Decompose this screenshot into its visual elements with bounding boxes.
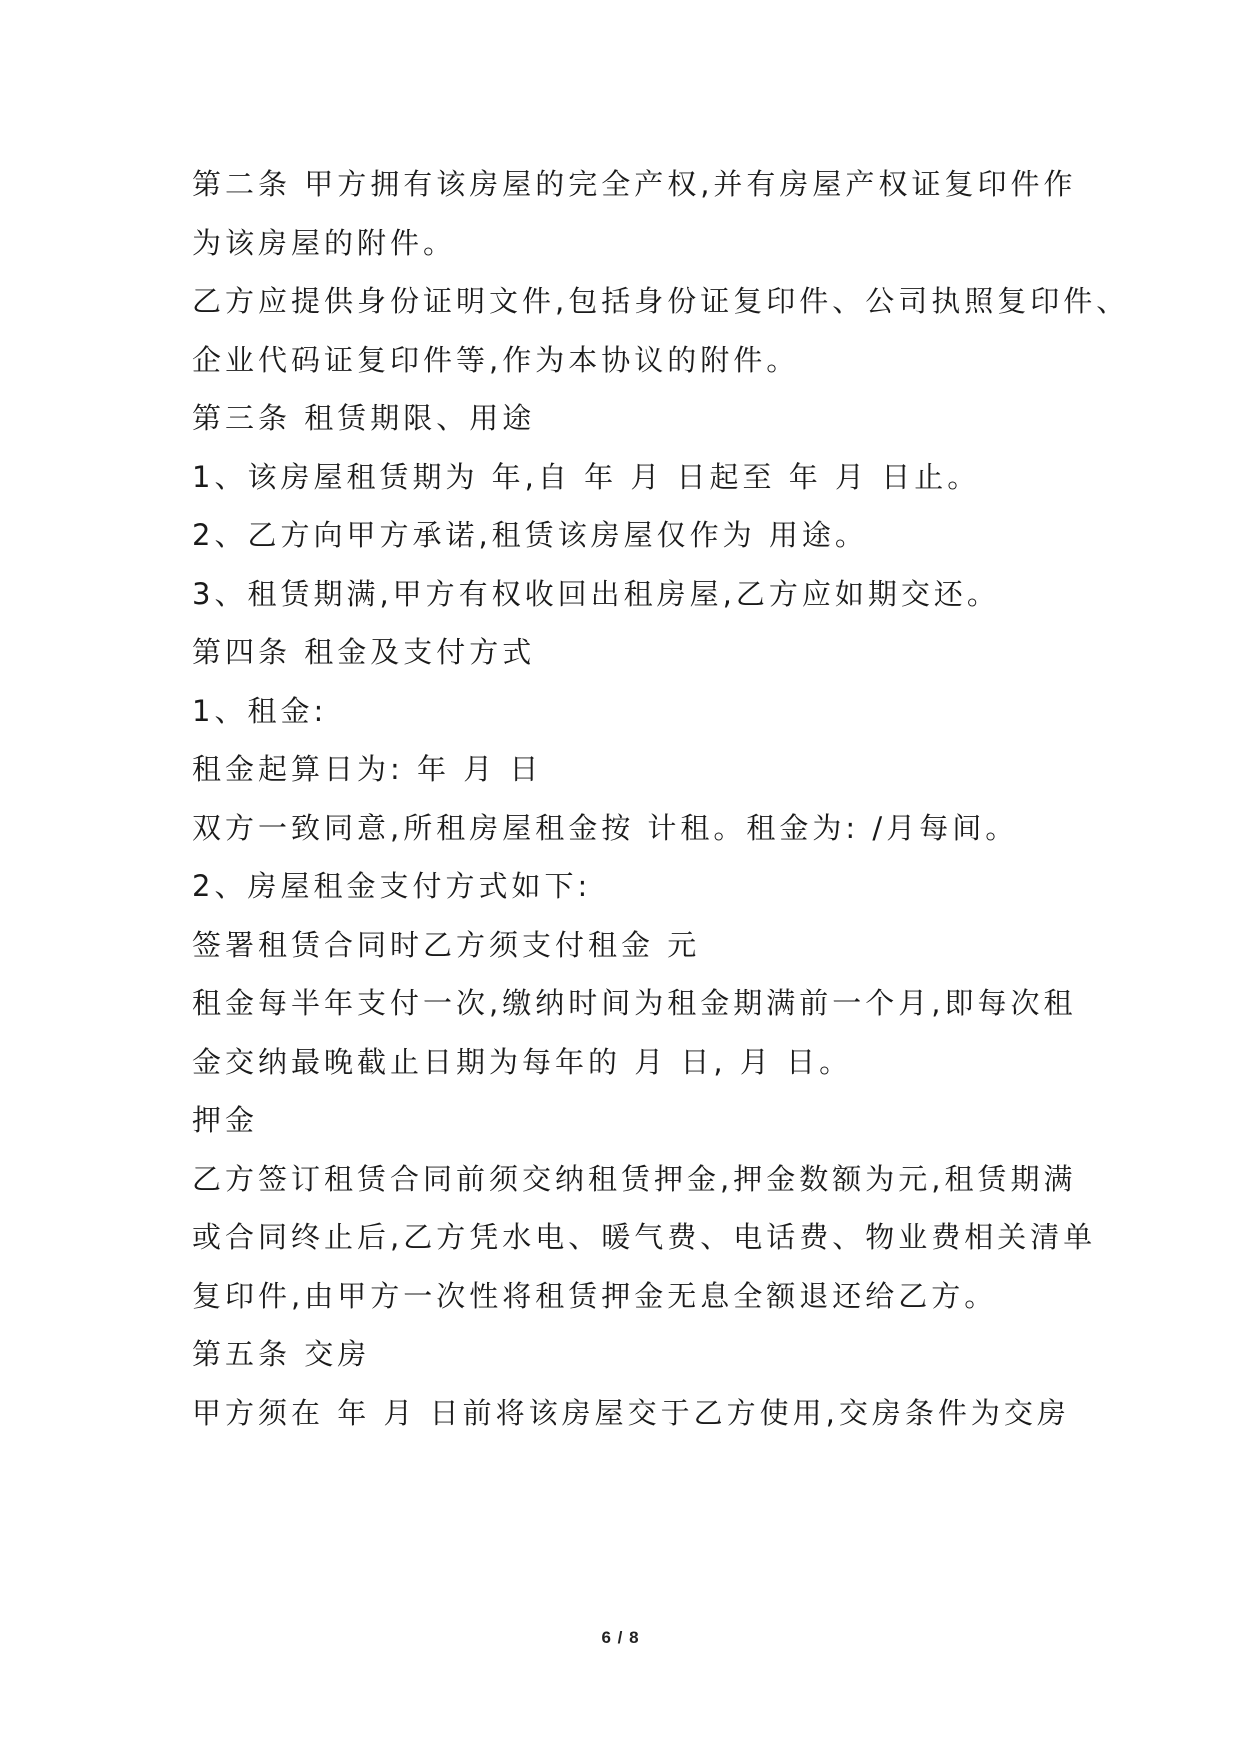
section-heading: 第三条 租赁期限、用途 xyxy=(192,401,536,435)
text-line: 1、租金: xyxy=(192,693,328,728)
text-line: 租金每半年支付一次,缴纳时间为租金期满前一个月,即每次租 xyxy=(192,986,1077,1020)
text-line: 或合同终止后,乙方凭水电、暖气费、电话费、物业费相关清单 xyxy=(192,1220,1097,1254)
text-line: 为该房屋的附件。 xyxy=(192,225,457,260)
text-line: 第二条 甲方拥有该房屋的完全产权,并有房屋产权证复印件作 xyxy=(192,167,1077,201)
text-line: 3、租赁期满,甲方有权收回出租房屋,乙方应如期交还。 xyxy=(192,576,1000,611)
text-line: 企业代码证复印件等,作为本协议的附件。 xyxy=(192,342,800,377)
document-body xyxy=(192,155,1130,1442)
text-line: 乙方签订租赁合同前须交纳租赁押金,押金数额为元,租赁期满 xyxy=(192,1161,1077,1196)
section-heading: 第四条 租金及支付方式 xyxy=(192,635,536,669)
page-number: 6 / 8 xyxy=(601,1628,640,1647)
subsection-heading: 押金 xyxy=(192,1103,259,1137)
text-line: 2、房屋租金支付方式如下: xyxy=(192,869,592,903)
text-line: 1、该房屋租赁期为 年,自 年 月 日起至 年 月 日止。 xyxy=(192,459,981,494)
text-line: 2、乙方向甲方承诺,租赁该房屋仅作为 用途。 xyxy=(192,518,868,552)
text-line: 租金起算日为: 年 月 日 xyxy=(192,752,543,786)
text-line: 甲方须在 年 月 日前将该房屋交于乙方使用,交房条件为交房 xyxy=(192,1395,1070,1430)
section-heading: 第五条 交房 xyxy=(192,1337,371,1371)
text-line: 双方一致同意,所租房屋租金按 计租。租金为: /月每间。 xyxy=(192,810,1019,845)
text-line: 复印件,由甲方一次性将租赁押金无息全额退还给乙方。 xyxy=(192,1278,998,1313)
text-line: 金交纳最晚截止日期为每年的 月 日, 月 日。 xyxy=(192,1044,853,1079)
text-line: 乙方应提供身份证明文件,包括身份证复印件、公司执照复印件、 xyxy=(192,284,1130,318)
text-line: 签署租赁合同时乙方须支付租金 元 xyxy=(192,927,701,962)
